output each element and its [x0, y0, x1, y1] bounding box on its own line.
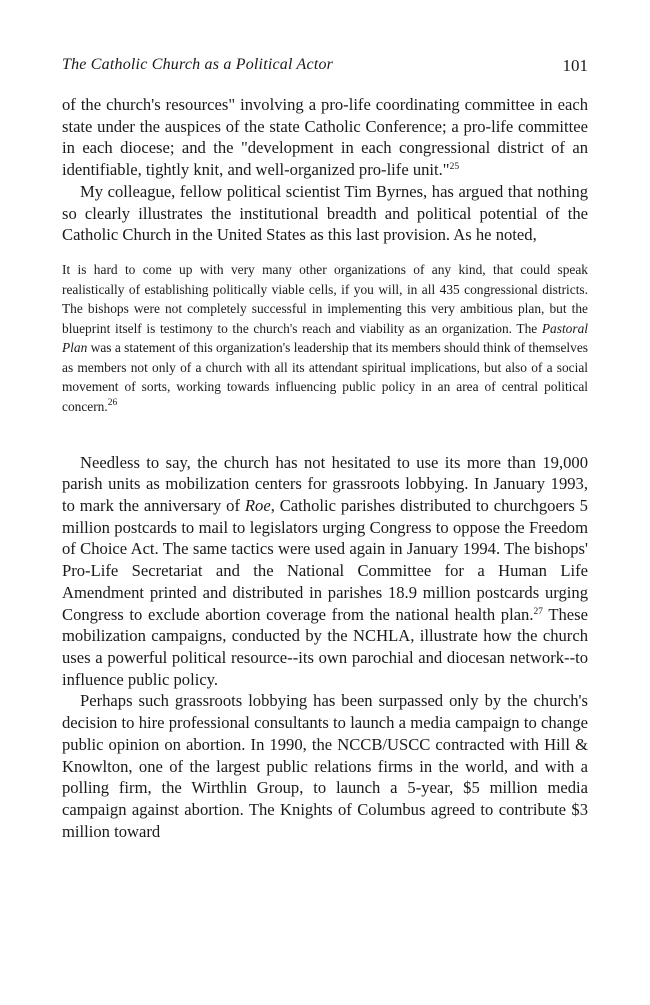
- paragraph-text: My colleague, fellow political scientist Tim Byrnes, has argued that nothing so clearly illustrates the institutional breadth and political potential of the Catholic Church in the United States as this last provision. As he noted,: [62, 181, 588, 245]
- footnote-ref-26: 26: [107, 398, 118, 409]
- page-number: 101: [562, 56, 588, 75]
- quote-text: It is hard to come up with very many other organizations of any kind, that could speak realistically of establishing politically viable cells, if you will, in all 435 congressional districts. The bishops were not completely successful in implementing this very ambitious plan, but the blueprint itself is testimony to the church's reach and viability as an organization. The: [62, 261, 588, 336]
- paragraph-grassroots: [62, 452, 588, 691]
- block-quote: [62, 260, 588, 417]
- paragraph-media-campaign: [62, 690, 588, 842]
- quote-text: was a statement of this organization's leadership that its members should think of themselves as members not only of a church with all its attendant spiritual implications, but also of a social movement of sorts, working towards influencing public policy in an area of central political concern.: [62, 340, 588, 415]
- paragraph-byrnes: [62, 181, 588, 246]
- footnote-ref-27: 27: [533, 606, 544, 617]
- paragraph-text: of the church's resources" involving a pro-life coordinating committee in each state under the auspices of the state Catholic Conference; a pro-life committee in each diocese; and the "development in each congressional district of an identifiable, tightly knit, and well-organized pro-life unit.": [62, 95, 588, 180]
- paragraph-text: Needless to say, the church has not hesitated to use its more than 19,000 parish units as mobilization centers for grassroots lobbying. In January 1993, to mark the anniversary of: [62, 452, 588, 516]
- case-name-italic: Roe: [244, 496, 271, 516]
- running-header: [62, 56, 588, 80]
- page-body: [62, 94, 588, 842]
- footnote-ref-25: 25: [449, 162, 460, 173]
- paragraph-text: These mobilization campaigns, conducted by the NCHLA, illustrate how the church uses a powerful political resource--its own parochial and diocesan network--to influence public policy.: [62, 604, 588, 689]
- paragraph-text: Perhaps such grassroots lobbying has been surpassed only by the church's decision to hire professional consultants to launch a media campaign to change public opinion on abortion. In 1990, the NCCB/USCC contracted with Hill & Knowlton, one of the largest public relations firms in the world, and with a polling firm, the Wirthlin Group, to launch a 5-year, $5 million media campaign against abortion. The Knights of Columbus agreed to contribute $3 million toward: [62, 691, 588, 841]
- running-title: The Catholic Church as a Political Actor: [62, 56, 334, 73]
- quote-italic-title: Pastoral Plan: [62, 320, 588, 356]
- paragraph-continued: [62, 94, 588, 181]
- paragraph-text: , Catholic parishes distributed to churchgoers 5 million postcards to mail to legislators urging Congress to oppose the Freedom of Choice Act. The same tactics were used again in January 1994. The bishops' Pro-Life Secretariat and the National Committee for a Human Life Amendment printed and distributed in parishes 18.9 million postcards urging Congress to exclude abortion coverage from the national health plan.: [62, 496, 588, 624]
